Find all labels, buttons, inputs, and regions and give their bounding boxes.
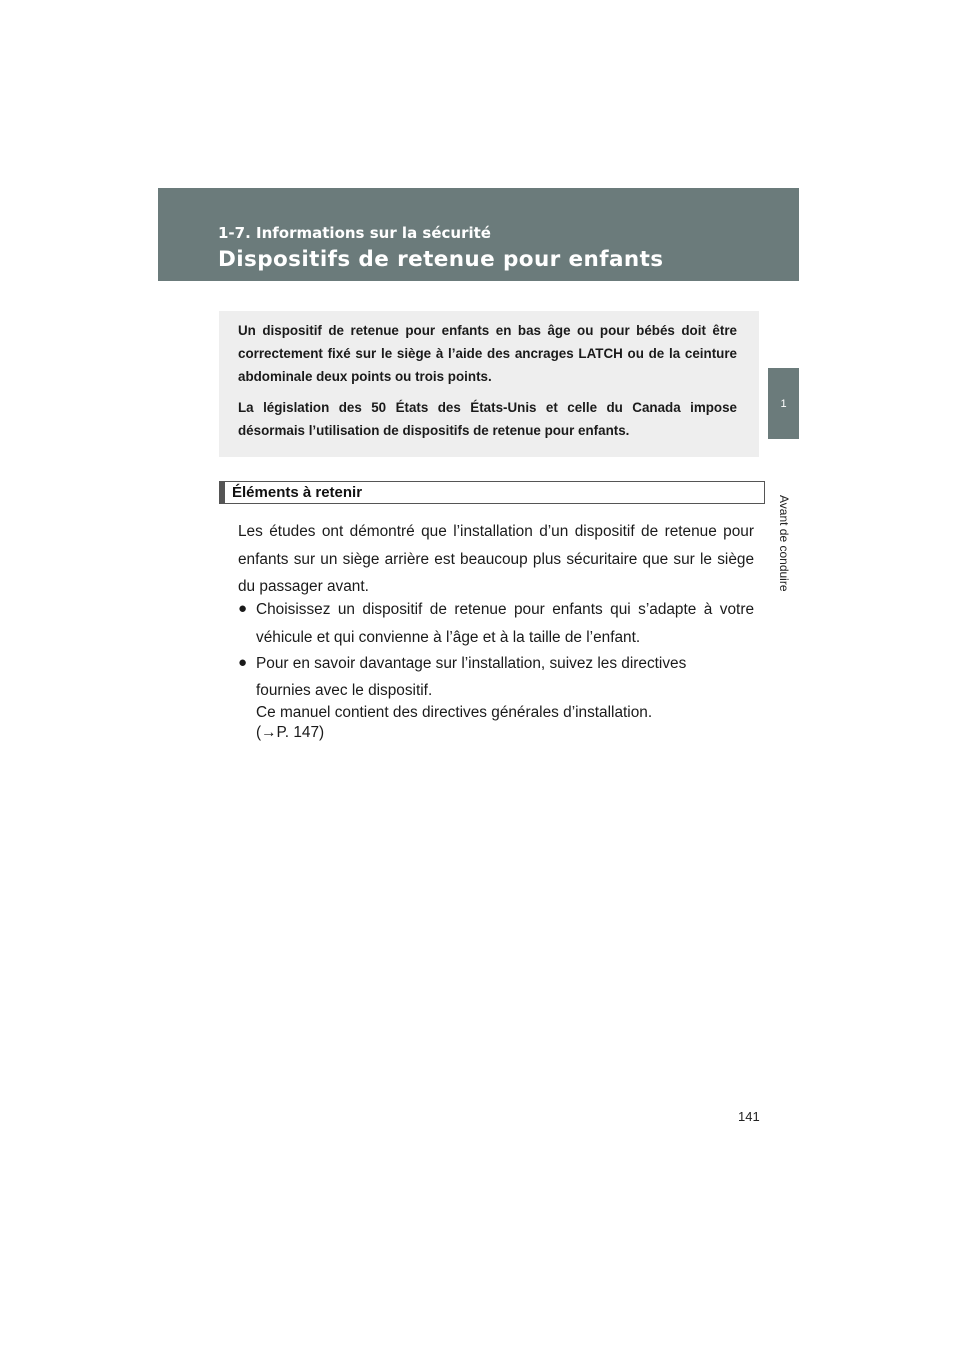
chapter-number: 1 xyxy=(780,397,787,410)
bullet-item-2-line-3: Ce manuel contient des directives générales d’installation. xyxy=(256,704,653,721)
bullet-item-2-line-1: Pour en savoir davantage sur l’installation, suivez les directives xyxy=(256,655,687,672)
bullet-icon: ● xyxy=(238,654,248,671)
page-number: 141 xyxy=(738,1109,760,1124)
section-heading xyxy=(219,481,765,504)
chapter-label: Avant de conduire xyxy=(777,495,791,592)
page-reference-link[interactable]: (→P. 147) xyxy=(256,724,325,741)
chapter-tab[interactable] xyxy=(768,368,799,439)
page-title: Dispositifs de retenue pour enfants xyxy=(218,247,664,272)
intro-paragraph-2: La législation des 50 États des États-Unis et celle du Canada impose désormais l’utilisation de dispositifs de retenue pour enfants. xyxy=(238,400,737,438)
body-paragraph: Les études ont démontré que l’installation d’un dispositif de retenue pour enfants sur un siège arrière est beaucoup plus sécuritaire que sur le siège du passager avant. xyxy=(238,523,754,595)
intro-paragraph-1: Un dispositif de retenue pour enfants en bas âge ou pour bébés doit être correctement fixé sur le siège à l’aide des ancrages LATCH ou de la ceinture abdominale deux points ou trois points. xyxy=(238,323,737,384)
section-label: 1-7. Informations sur la sécurité xyxy=(218,224,491,242)
bullet-item-2-line-2: fournies avec le dispositif. xyxy=(256,682,433,699)
section-heading-text: Éléments à retenir xyxy=(232,484,363,501)
bullet-item-1: Choisissez un dispositif de retenue pour enfants qui s’adapte à votre véhicule et qui convienne à l’âge et à la taille de l’enfant. xyxy=(256,601,754,646)
bullet-icon: ● xyxy=(238,600,248,617)
